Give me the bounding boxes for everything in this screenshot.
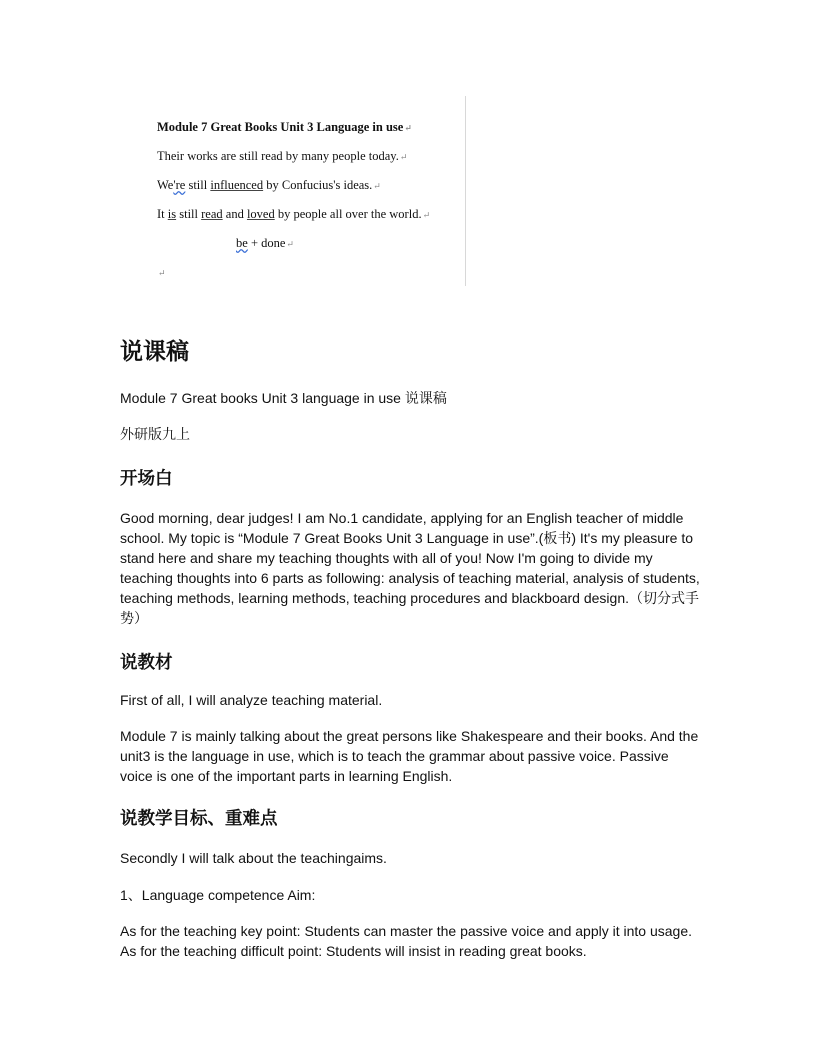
board-line-3-loved: loved: [246, 207, 275, 221]
aims-paragraph-2: 1、Language competence Aim:: [120, 887, 316, 903]
aims-paragraph-3: As for the teaching key point: Students can master the passive voice and apply it into usage. As for the teaching difficult point: Students will insist in reading great books.: [120, 923, 693, 959]
board-line-1-text: Their works are still read by many people today.: [157, 149, 399, 163]
board-line-3-and: and: [222, 207, 247, 221]
board-line-3-rest: by people all over the world.: [274, 207, 422, 221]
board-line-2-influenced: influenced: [210, 178, 264, 192]
image-border: [465, 96, 466, 286]
section-heading-opening: 开场白: [120, 469, 173, 489]
board-line-2: [157, 178, 381, 193]
board-line-2-still: still: [185, 178, 211, 192]
board-formula: [236, 236, 294, 251]
opening-paragraph: Good morning, dear judges! I am No.1 candidate, applying for an English teacher of middle school. My topic is “Module 7 Great Books Unit 3 Language in use”.(板书) It's my pleasure to stand here and share my teaching thoughts with all of you! Now I'm going to divide my teaching thoughts into 6 parts as following: analysis of teaching material, analysis of students, teaching methods, learning methods, teaching procedures and blackboard design.（切分式手势）: [120, 510, 700, 626]
material-paragraph-1: First of all, I will analyze teaching material.: [120, 692, 383, 708]
board-title: [157, 120, 412, 135]
board-empty-line: [157, 265, 166, 280]
paragraph-mark-icon: ↵: [158, 268, 166, 278]
board-title-text: Module 7 Great Books Unit 3 Language in use: [157, 120, 404, 134]
page-title: 说课稿: [120, 339, 189, 365]
board-line-3-it: It: [157, 207, 168, 221]
board-line-2-are: 're: [173, 178, 186, 192]
board-line-3-still: still: [176, 207, 202, 221]
board-line-2-we: We: [157, 178, 174, 192]
board-formula-done: + done: [247, 236, 286, 250]
board-line-1: [157, 149, 407, 164]
paragraph-mark-icon: ↵: [286, 239, 294, 249]
board-line-3-read: read: [201, 207, 223, 221]
aims-paragraph-1: Secondly I will talk about the teachingaims.: [120, 850, 387, 866]
paragraph-mark-icon: ↵: [422, 210, 431, 220]
paragraph-mark-icon: ↵: [373, 181, 381, 191]
board-formula-be: be: [236, 236, 248, 250]
material-paragraph-2: Module 7 is mainly talking about the great persons like Shakespeare and their books. And the unit3 is the language in use, which is to teach the grammar about passive voice. Passive voice is one of the important parts in learning English.: [120, 728, 699, 784]
section-heading-aims: 说教学目标、重难点: [120, 809, 278, 829]
paragraph-mark-icon: ↵: [399, 152, 408, 162]
paragraph-mark-icon: ↵: [404, 123, 412, 133]
subtitle: Module 7 Great books Unit 3 language in use 说课稿: [120, 390, 447, 406]
board-line-3: [157, 207, 430, 222]
board-line-3-is: is: [167, 207, 177, 221]
edition: 外研版九上: [120, 426, 190, 442]
board-image: [150, 96, 466, 286]
section-heading-material: 说教材: [120, 653, 173, 673]
board-line-2-rest: by Confucius's ideas.: [263, 178, 373, 192]
